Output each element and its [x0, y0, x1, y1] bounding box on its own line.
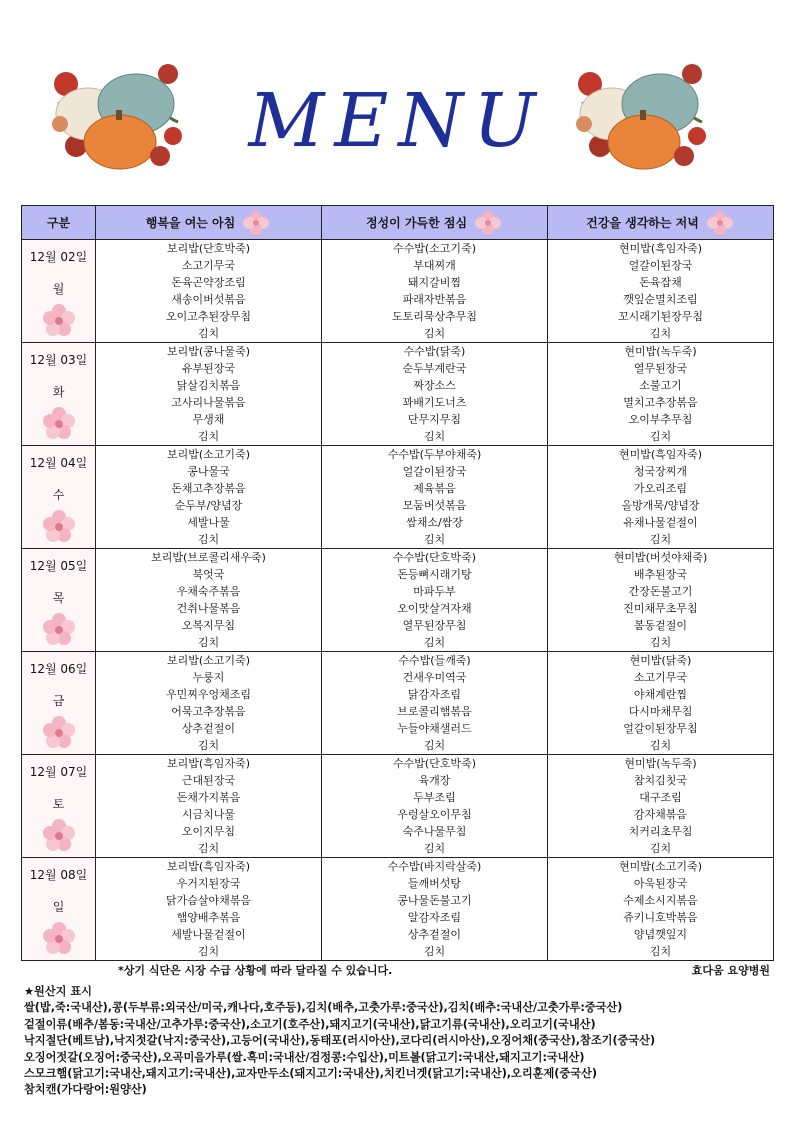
menu-item: 햄양배추볶음	[176, 911, 241, 924]
origin-line: ★원산지 표시	[24, 985, 92, 998]
menu-item: 참치김칫국	[633, 774, 688, 787]
menu-item: 닭살김치볶음	[176, 379, 241, 392]
lunch-cell	[322, 240, 548, 343]
menu-item: 누룽지	[192, 671, 225, 684]
breakfast-cell	[96, 652, 322, 755]
menu-item: 수수밥(두부야채죽)	[387, 448, 482, 461]
menu-item: 오복지무침	[181, 619, 236, 632]
day-row	[22, 446, 774, 549]
flower-icon	[241, 210, 271, 236]
menu-item: 청국장찌개	[633, 465, 688, 478]
menu-item: 김치	[197, 739, 220, 752]
menu-item: 보리밥(콩나물죽)	[167, 345, 250, 358]
flower-icon	[42, 818, 76, 852]
menu-item: 건취나물볶음	[176, 602, 241, 615]
menu-item: 현미밥(녹두죽)	[624, 345, 697, 358]
date-label: 12월 06일	[29, 662, 88, 676]
menu-item: 우민찌우엉채조림	[165, 688, 251, 701]
menu-item: 김치	[423, 636, 446, 649]
menu-item: 어묵고추장볶음	[171, 705, 246, 718]
menu-item: 김치	[649, 636, 672, 649]
menu-item: 얼갈이된장무침	[623, 722, 698, 735]
menu-item: 현미밥(닭죽)	[629, 654, 692, 667]
menu-item: 짜장소스	[413, 379, 456, 392]
menu-item: 깻잎순멸치조림	[623, 293, 698, 306]
menu-body	[22, 240, 774, 961]
menu-item: 다시마채무침	[628, 705, 693, 718]
menu-item: 순두부/양념장	[174, 499, 243, 512]
menu-item: 얼갈이된장국	[402, 465, 467, 478]
menu-item: 오이맛살겨자채	[397, 602, 472, 615]
menu-item: 숙주나물무침	[402, 825, 467, 838]
menu-item: 보리밥(브로콜리새우죽)	[151, 551, 266, 564]
dinner-cell	[548, 240, 774, 343]
menu-item: 보리밥(소고기죽)	[167, 654, 250, 667]
menu-item: 돈등뼈시래기탕	[397, 568, 472, 581]
origin-line: 스모크햄(닭고기:국내산,돼지고기:국내산),교자만두소(돼지고기:국내산),치킨너겟(닭고기:국내산),오리훈제(중국산)	[24, 1067, 597, 1081]
header-category: 구분	[22, 206, 96, 240]
menu-item: 김치	[423, 430, 446, 443]
date-label: 12월 08일	[29, 868, 88, 882]
header-lunch: 정성이 가득한 점심	[322, 206, 548, 240]
menu-item: 양념깻잎지	[633, 928, 688, 941]
menu-item: 우채숙주볶음	[176, 585, 241, 598]
menu-item: 김치	[649, 327, 672, 340]
menu-item: 콩나물국	[187, 465, 230, 478]
lunch-cell	[322, 549, 548, 652]
menu-item: 수수밥(들깨죽)	[398, 654, 471, 667]
menu-item: 감자채볶음	[633, 808, 688, 821]
menu-item: 돼지갈비찜	[407, 276, 462, 289]
menu-item: 열무된장무침	[402, 619, 467, 632]
header-dinner: 건강을 생각하는 저녁	[548, 206, 774, 240]
menu-item: 올방개묵/양념장	[621, 499, 700, 512]
menu-change-note: *상기 식단은 시장 수급 상황에 따라 달라질 수 있습니다.	[118, 964, 393, 977]
weekday-label: 목	[52, 591, 65, 605]
menu-item: 무생채	[192, 413, 225, 426]
day-cell	[22, 755, 96, 858]
breakfast-cell	[96, 240, 322, 343]
menu-item: 콩나물돈불고기	[397, 894, 472, 907]
menu-item: 김치	[649, 842, 672, 855]
menu-item: 현미밥(흑임자죽)	[619, 242, 702, 255]
weekday-label: 일	[52, 900, 65, 914]
menu-item: 보리밥(흑임자죽)	[167, 757, 250, 770]
menu-item: 브로콜리햄볶음	[397, 705, 472, 718]
menu-item: 돈육곤약장조림	[171, 276, 246, 289]
menu-table	[21, 205, 774, 961]
day-row	[22, 652, 774, 755]
menu-item: 김치	[649, 430, 672, 443]
menu-item: 소불고기	[639, 379, 682, 392]
menu-item: 단무지무침	[407, 413, 462, 426]
menu-item: 수수밥(단호박죽)	[393, 757, 476, 770]
menu-item: 김치	[423, 842, 446, 855]
menu-item: 상추겉절이	[181, 722, 236, 735]
menu-item: 세발나물겉절이	[171, 928, 246, 941]
breakfast-cell	[96, 858, 322, 961]
breakfast-cell	[96, 446, 322, 549]
menu-item: 김치	[197, 430, 220, 443]
menu-item: 김치	[423, 739, 446, 752]
menu-item: 현미밥(소고기죽)	[619, 860, 702, 873]
day-cell	[22, 343, 96, 446]
menu-item: 닭감자조림	[407, 688, 462, 701]
weekday-label: 토	[52, 797, 65, 811]
menu-item: 얼갈이된장국	[628, 259, 693, 272]
menu-item: 북엇국	[192, 568, 225, 581]
menu-item: 마파두부	[413, 585, 456, 598]
lunch-cell	[322, 755, 548, 858]
menu-item: 소고기무국	[181, 259, 236, 272]
date-label: 12월 04일	[29, 456, 88, 470]
menu-item: 배추된장국	[633, 568, 688, 581]
menu-item: 도토리묵상추무침	[391, 310, 477, 323]
menu-item: 수수밥(소고기죽)	[393, 242, 476, 255]
menu-item: 김치	[197, 636, 220, 649]
flower-icon	[705, 210, 735, 236]
dinner-cell	[548, 446, 774, 549]
menu-item: 유채나물겉절이	[623, 516, 698, 529]
menu-item: 수수밥(바지락살죽)	[387, 860, 482, 873]
menu-item: 보리밥(소고기죽)	[167, 448, 250, 461]
menu-item: 오이고추된장무침	[165, 310, 251, 323]
header-breakfast: 행복을 여는 아침	[96, 206, 322, 240]
menu-item: 쥬키니호박볶음	[623, 911, 698, 924]
menu-item: 오이부추무침	[628, 413, 693, 426]
menu-item: 김치	[649, 739, 672, 752]
dinner-cell	[548, 652, 774, 755]
menu-item: 진미채무초무침	[623, 602, 698, 615]
hospital-name: 효다움 요양병원	[691, 964, 770, 977]
dinner-cell	[548, 755, 774, 858]
origin-line: 낙지절단(베트남),낙지젓갈(낙지:중국산),고등어(국내산),동태포(러시아산),코다리(러시아산),오징어채(중국산),참조기(중국산)	[24, 1034, 656, 1048]
menu-item: 돈채가지볶음	[176, 791, 241, 804]
page-title: MENU	[248, 78, 546, 164]
menu-item: 아욱된장국	[633, 877, 688, 890]
menu-item: 현미밥(흑임자죽)	[619, 448, 702, 461]
menu-item: 수수밥(단호박죽)	[393, 551, 476, 564]
menu-item: 육개장	[418, 774, 451, 787]
menu-item: 누들야채샐러드	[397, 722, 472, 735]
menu-item: 대구조림	[639, 791, 682, 804]
date-label: 12월 07일	[29, 765, 88, 779]
dinner-cell	[548, 858, 774, 961]
menu-item: 김치	[649, 945, 672, 958]
dinner-cell	[548, 549, 774, 652]
weekday-label: 화	[52, 385, 65, 399]
menu-item: 오이지무침	[181, 825, 236, 838]
menu-item: 부대찌개	[413, 259, 456, 272]
date-label: 12월 03일	[29, 353, 88, 367]
menu-item: 돈채고추장볶음	[171, 482, 246, 495]
menu-item: 건새우미역국	[402, 671, 467, 684]
menu-item: 김치	[197, 327, 220, 340]
weekday-label: 금	[52, 694, 65, 708]
day-row	[22, 858, 774, 961]
day-cell	[22, 446, 96, 549]
weekday-label: 월	[52, 282, 65, 296]
menu-item: 보리밥(흑임자죽)	[167, 860, 250, 873]
day-row	[22, 240, 774, 343]
day-row	[22, 343, 774, 446]
menu-item: 야채계란찜	[633, 688, 688, 701]
menu-item: 꽈배기도너츠	[402, 396, 467, 409]
day-cell	[22, 240, 96, 343]
flower-icon	[42, 303, 76, 337]
day-cell	[22, 652, 96, 755]
menu-item: 김치	[197, 842, 220, 855]
menu-item: 가오리조림	[633, 482, 688, 495]
menu-item: 닭가슴살야채볶음	[165, 894, 251, 907]
menu-item: 봄동겉절이	[633, 619, 688, 632]
flower-icon	[42, 715, 76, 749]
menu-item: 소고기무국	[633, 671, 688, 684]
day-row	[22, 549, 774, 652]
menu-item: 세발나물	[187, 516, 230, 529]
flower-icon	[42, 406, 76, 440]
day-cell	[22, 858, 96, 961]
menu-item: 두부조림	[413, 791, 456, 804]
flower-icon	[42, 921, 76, 955]
origin-line: 겉절이류(배추/봄동:국내산/고추가루:중국산),소고기(호주산),돼지고기(국내산),닭고기류(국내산),오리고기(국내산)	[24, 1017, 596, 1031]
menu-item: 열무된장국	[633, 362, 688, 375]
menu-item: 김치	[423, 533, 446, 546]
origin-line: 참치캔(가다랑어:원양산)	[24, 1083, 147, 1097]
flower-icon	[473, 210, 503, 236]
menu-item: 제육볶음	[413, 482, 456, 495]
menu-item: 고사리나물볶음	[171, 396, 246, 409]
menu-item: 모둠버섯볶음	[402, 499, 467, 512]
lunch-cell	[322, 858, 548, 961]
menu-item: 현미밥(녹두죽)	[624, 757, 697, 770]
menu-item: 멸치고추장볶음	[623, 396, 698, 409]
menu-item: 김치	[197, 533, 220, 546]
menu-item: 현미밥(버섯야채죽)	[613, 551, 708, 564]
breakfast-cell	[96, 343, 322, 446]
menu-item: 김치	[197, 945, 220, 958]
menu-item: 우렁살오이무침	[397, 808, 472, 821]
day-cell	[22, 549, 96, 652]
menu-item: 돈육잡채	[639, 276, 682, 289]
origin-line: 오징어젓갈(오징어:중국산),오곡미음가루(쌀.흑미:국내산/검정콩:수입산),미트볼(닭고기:국내산,돼지고기:국내산)	[24, 1050, 585, 1064]
breakfast-cell	[96, 755, 322, 858]
menu-item: 간장돈불고기	[628, 585, 693, 598]
menu-item: 새송이버섯볶음	[171, 293, 246, 306]
breakfast-cell	[96, 549, 322, 652]
menu-item: 유부된장국	[181, 362, 236, 375]
flower-icon	[42, 612, 76, 646]
menu-item: 보리밥(단호박죽)	[167, 242, 250, 255]
weekday-label: 수	[52, 488, 65, 502]
menu-item: 상추겉절이	[407, 928, 462, 941]
menu-item: 쌈채소/쌈장	[406, 516, 463, 529]
lunch-cell	[322, 446, 548, 549]
dinner-cell	[548, 343, 774, 446]
menu-item: 우거지된장국	[176, 877, 241, 890]
header-row	[22, 206, 774, 240]
menu-item: 김치	[649, 533, 672, 546]
menu-item: 순두부계란국	[402, 362, 467, 375]
menu-item: 꼬시래기된장무침	[617, 310, 703, 323]
lunch-cell	[322, 652, 548, 755]
date-label: 12월 02일	[29, 250, 88, 264]
origin-info	[24, 984, 784, 1099]
menu-item: 근대된장국	[181, 774, 236, 787]
origin-line: 쌀(밥,죽:국내산),콩(두부류:외국산/미국,캐나다,호주등),김치(배추,고춧가루:중국산),김치(배추:국내산/고춧가루:중국산)	[24, 1001, 623, 1015]
menu-item: 파래자반볶음	[402, 293, 467, 306]
menu-item: 수제소시지볶음	[623, 894, 698, 907]
menu-item: 치커리초무침	[628, 825, 693, 838]
menu-item: 시금치나물	[181, 808, 236, 821]
date-label: 12월 05일	[29, 559, 88, 573]
menu-item: 수수밥(닭죽)	[403, 345, 466, 358]
menu-item: 김치	[423, 327, 446, 340]
menu-item: 김치	[423, 945, 446, 958]
lunch-cell	[322, 343, 548, 446]
flower-icon	[42, 509, 76, 543]
menu-item: 알감자조림	[407, 911, 462, 924]
menu-item: 들깨버섯탕	[407, 877, 462, 890]
day-row	[22, 755, 774, 858]
